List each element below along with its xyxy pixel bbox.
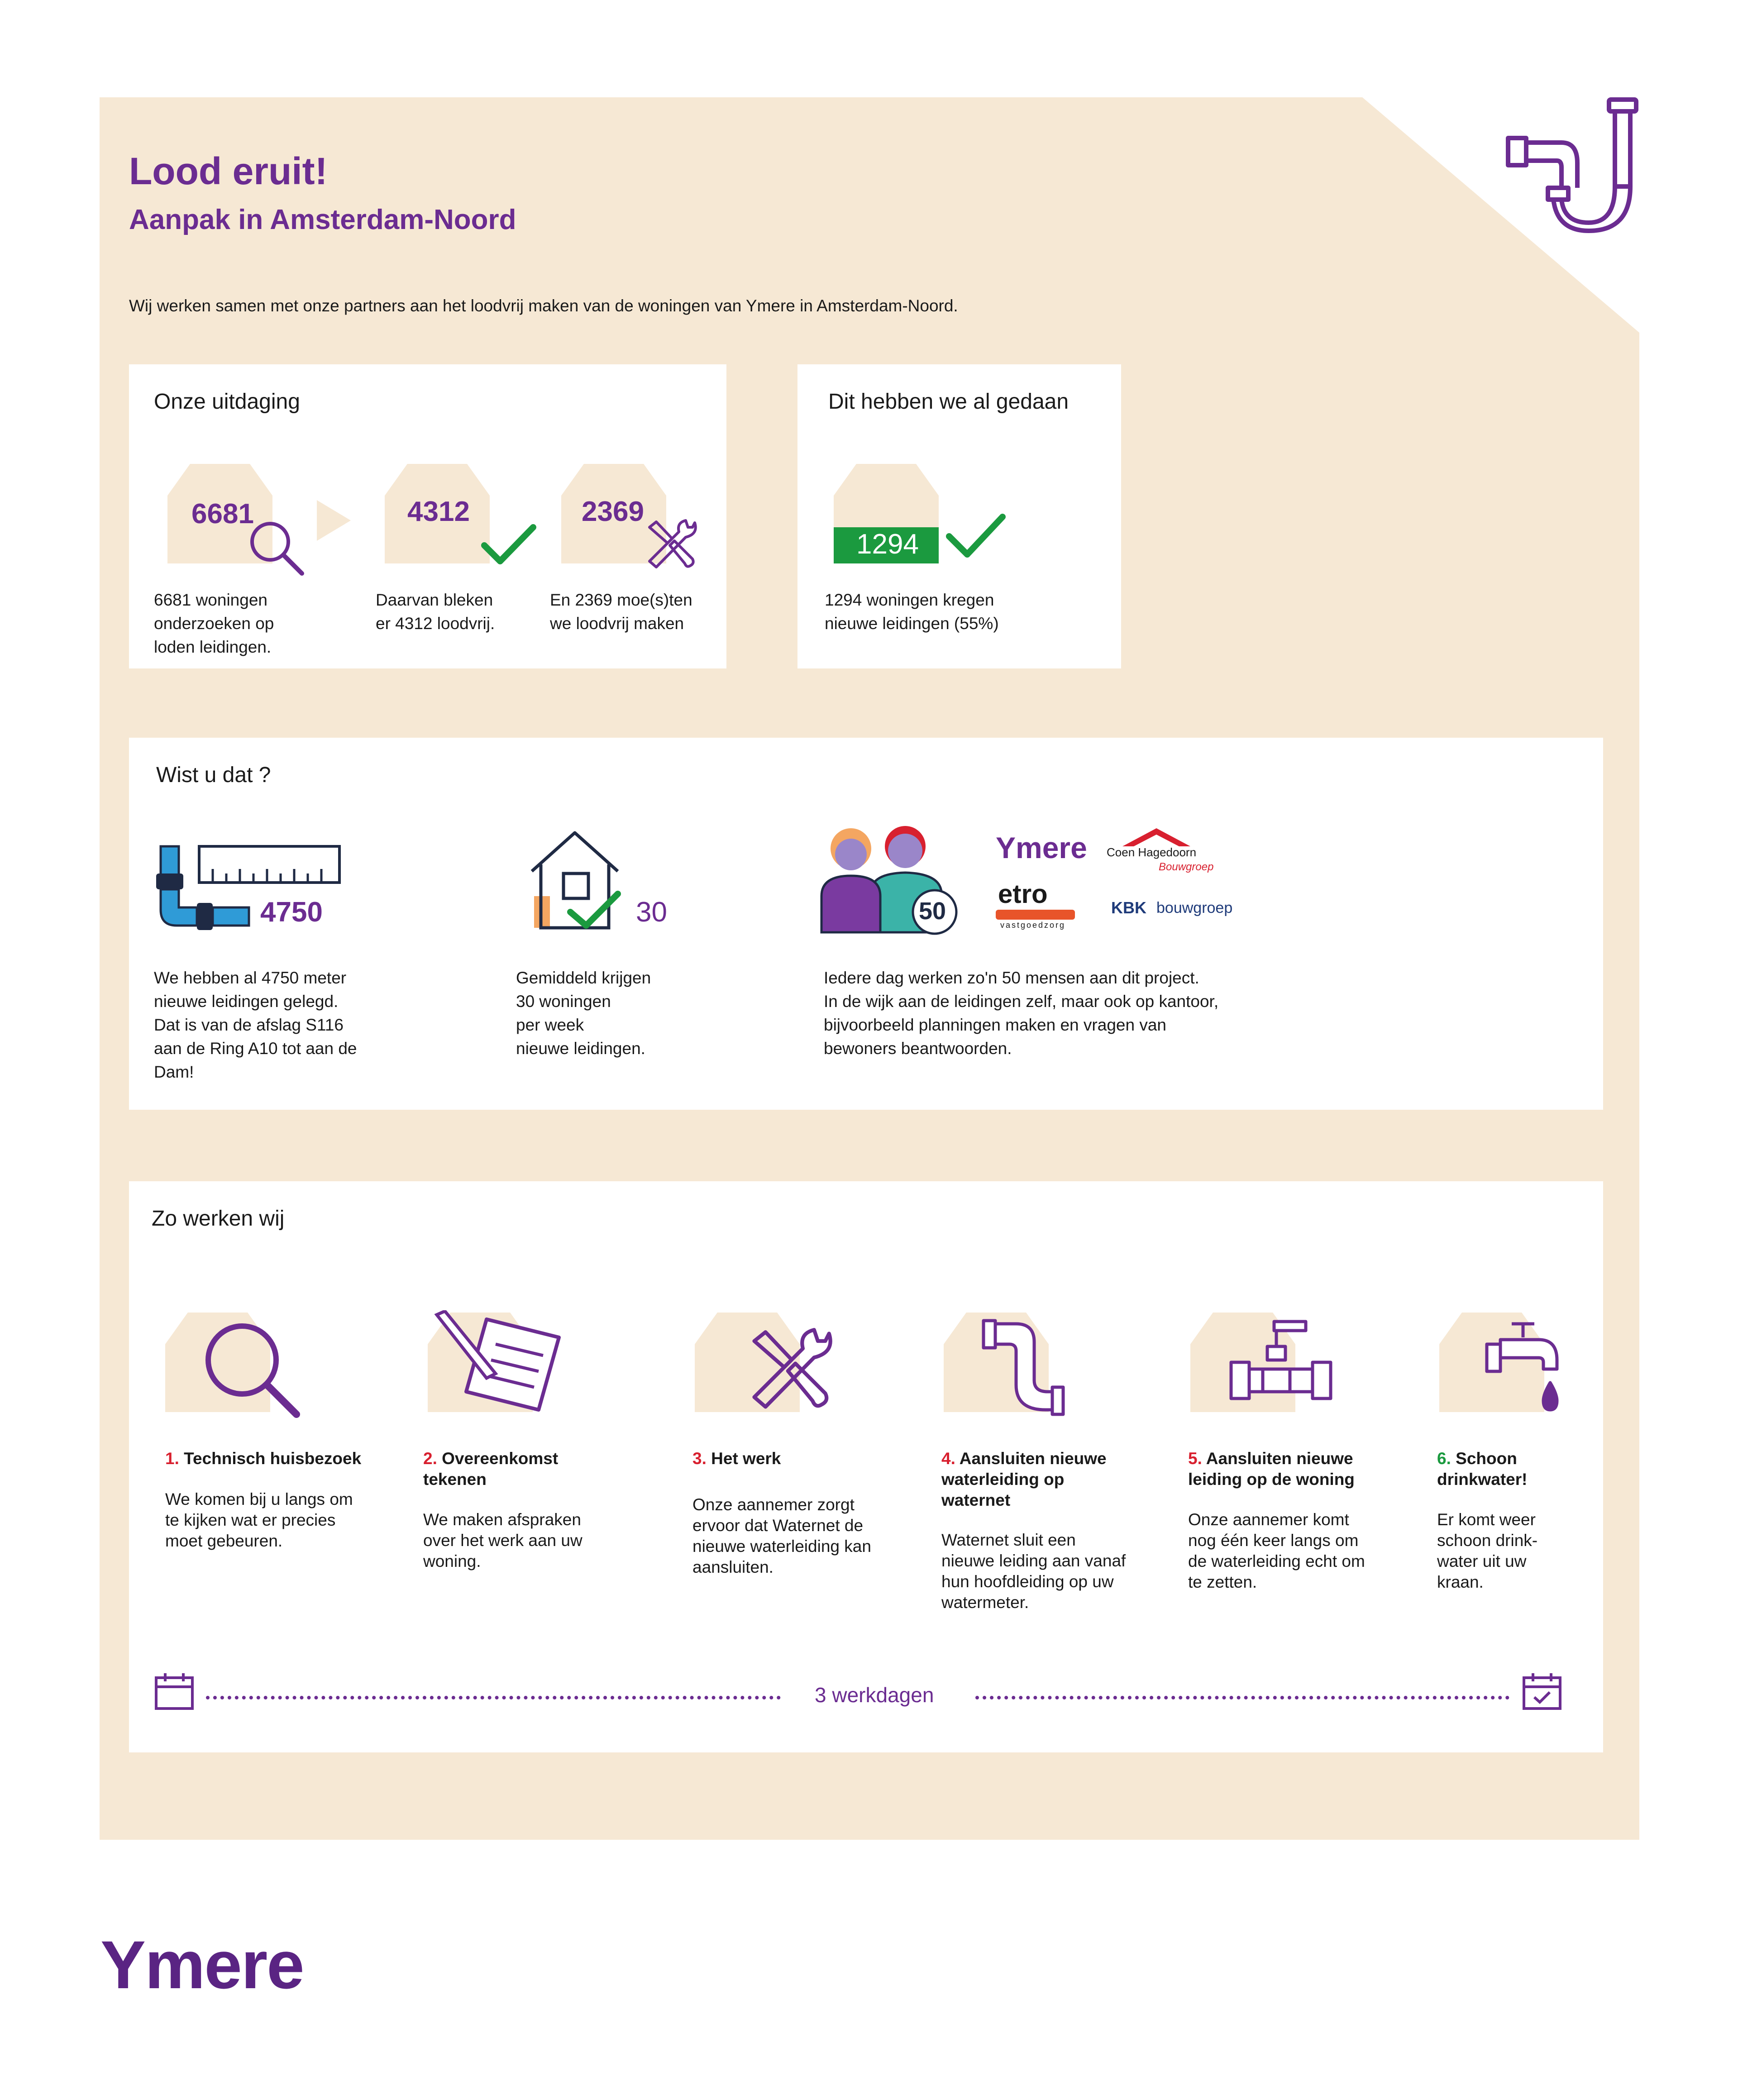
step-text-2: We maken afspraken over het werk aan uw woning. xyxy=(423,1510,583,1570)
tools-icon xyxy=(747,1326,833,1412)
valve-icon xyxy=(1229,1317,1333,1408)
challenge-card xyxy=(129,364,726,668)
step-title-2: 2. Overeenkomst tekenen xyxy=(423,1449,559,1489)
step-title-5: 5. Aansluiten nieuwe leiding op de woning xyxy=(1188,1449,1355,1489)
intro-text: Wij werken samen met onze partners aan het loodvrij maken van de woningen van Ymere in Amsterdam-Noord. xyxy=(129,296,958,315)
done-title: Dit hebben we al gedaan xyxy=(828,390,1069,414)
kbk-logo: KBK bouwgroep xyxy=(1111,898,1233,917)
facts-card xyxy=(129,738,1603,1110)
step-title-6: 6. Schoon drinkwater! xyxy=(1437,1449,1528,1489)
pipe-bend-icon xyxy=(980,1317,1066,1417)
fact-caption-3: Iedere dag werken zo'n 50 mensen aan dit project. In de wijk aan de leidingen zelf, maar ook op kantoor, bijvoorbeeld planningen maken en vragen van bewoners beantwoorden. xyxy=(824,969,1219,1058)
challenge-number-1: 6681 xyxy=(191,498,254,530)
ymere-partner-logo: Ymere xyxy=(996,831,1087,864)
fact-number-3: 50 xyxy=(919,897,946,925)
contract-icon xyxy=(432,1310,563,1414)
tools-icon xyxy=(645,518,697,570)
check-icon xyxy=(480,523,536,568)
challenge-caption-1: 6681 woningen onderzoeken op loden leidingen. xyxy=(154,591,274,656)
challenge-caption-3: En 2369 moe(s)ten we loodvrij maken xyxy=(550,591,692,633)
magnifier-icon xyxy=(201,1319,306,1423)
challenge-title: Onze uitdaging xyxy=(154,390,300,414)
duration-label: 3 werkdagen xyxy=(815,1683,934,1707)
timeline-dots-left xyxy=(206,1696,781,1699)
step-text-1: We komen bij u langs om te kijken wat er precies moet gebeuren. xyxy=(165,1490,353,1550)
hagedoorn-roof-icon xyxy=(1122,828,1190,846)
step-title-4: 4. Aansluiten nieuwe waterleiding op waternet xyxy=(941,1449,1107,1509)
facts-title: Wist u dat ? xyxy=(156,763,271,787)
fact-caption-1: We hebben al 4750 meter nieuwe leidingen gelegd. Dat is van de afslag S116 aan de Ring A10 tot aan de Dam! xyxy=(154,969,357,1081)
challenge-number-2: 4312 xyxy=(407,496,470,527)
calendar-check-icon xyxy=(1522,1672,1562,1711)
page-title: Lood eruit! xyxy=(129,150,328,192)
done-caption: 1294 woningen kregen nieuwe leidingen (55%) xyxy=(825,591,999,633)
tap-icon xyxy=(1485,1319,1566,1414)
house-icon xyxy=(527,828,622,932)
done-number: 1294 xyxy=(856,529,919,560)
pipe-icon xyxy=(1503,95,1638,235)
calendar-icon xyxy=(154,1672,195,1711)
step-text-6: Er komt weer schoon drink- water uit uw kraan. xyxy=(1437,1510,1538,1591)
done-card xyxy=(797,364,1121,668)
fact-number-1: 4750 xyxy=(260,897,323,928)
fact-number-2: 30 xyxy=(636,897,667,928)
step-text-4: Waternet sluit een nieuwe leiding aan vanaf hun hoofdleiding op uw watermeter. xyxy=(941,1531,1126,1612)
etro-logo: etro vastgoedzorg xyxy=(996,882,1077,931)
hagedoorn-logo: Coen Hagedoorn Bouwgroep xyxy=(1107,828,1229,878)
step-title-3: 3. Het werk xyxy=(692,1449,781,1468)
challenge-number-3: 2369 xyxy=(582,496,644,527)
step-text-3: Onze aannemer zorgt ervoor dat Waternet de nieuwe waterleiding kan aansluiten. xyxy=(692,1495,871,1576)
people-icon xyxy=(812,819,980,937)
ymere-logo: Ymere xyxy=(100,1927,304,2003)
magnifier-icon xyxy=(247,518,306,577)
steps-card xyxy=(129,1181,1603,1752)
timeline-dots-right xyxy=(975,1696,1509,1699)
steps-title: Zo werken wij xyxy=(152,1207,285,1231)
challenge-caption-2: Daarvan bleken er 4312 loodvrij. xyxy=(376,591,495,633)
step-text-5: Onze aannemer komt nog één keer langs om de waterleiding echt om te zetten. xyxy=(1188,1510,1365,1591)
arrow-icon xyxy=(317,500,353,541)
fact-caption-2: Gemiddeld krijgen 30 woningen per week nieuwe leidingen. xyxy=(516,969,651,1058)
step-title-1: 1. Technisch huisbezoek xyxy=(165,1449,362,1468)
page-subtitle: Aanpak in Amsterdam-Noord xyxy=(129,204,516,235)
check-icon xyxy=(945,511,1006,561)
